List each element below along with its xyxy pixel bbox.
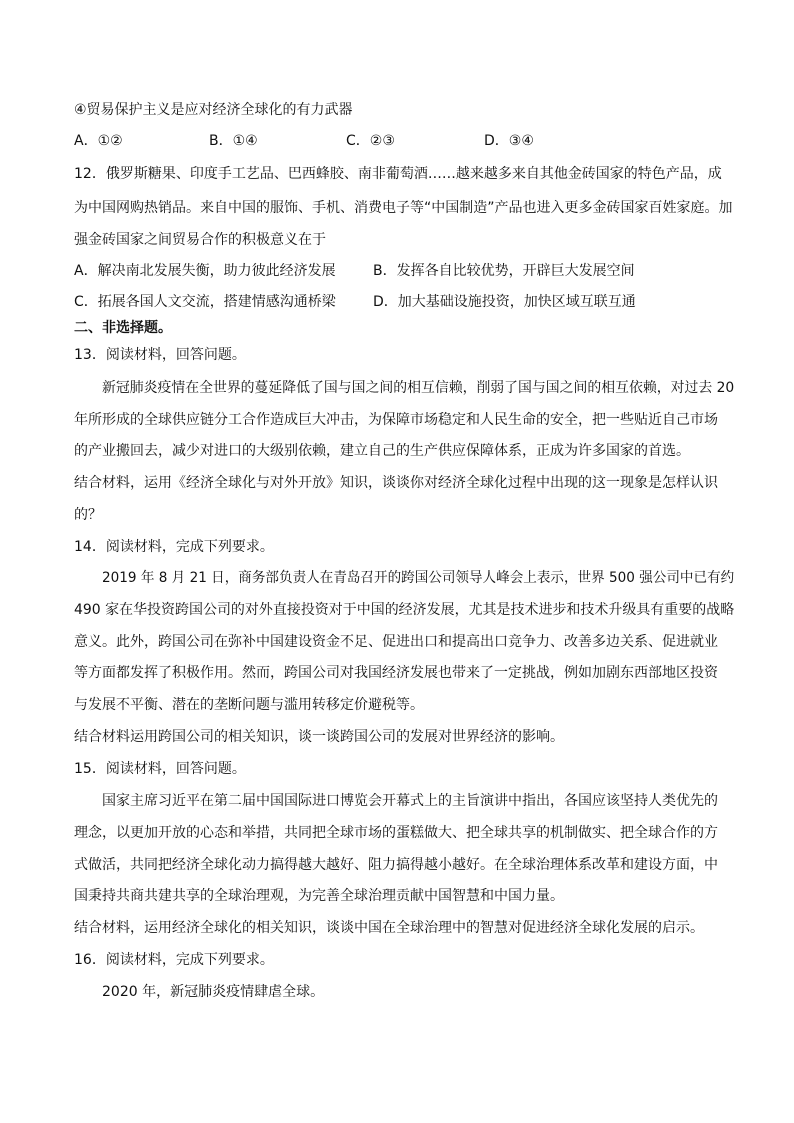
q14-material-line: 490 家在华投资跨国公司的对外直接投资对于中国的经济发展，尤其是技术进步和技术升级具有重要的战略 — [74, 602, 735, 618]
q13-intro: 13．阅读材料，回答问题。 — [74, 347, 246, 363]
q15-question: 结合材料，运用经济全球化的相关知识，谈谈中国在全球治理中的智慧对促进经济全球化发展的启示。 — [74, 920, 704, 936]
q11-item-4: ④贸易保护主义是应对经济全球化的有力武器 — [74, 102, 353, 118]
q14-intro: 14．阅读材料，完成下列要求。 — [74, 539, 274, 555]
q11-option-d: D．③④ — [484, 133, 534, 149]
q11-option-c: C．②③ — [346, 133, 395, 149]
q13-material-line: 新冠肺炎疫情在全世界的蔓延降低了国与国之间的相互信赖，削弱了国与国之间的相互依赖，对过去 20 — [102, 380, 735, 396]
q12-stem-line: 为中国网购热销品。来自中国的服饰、手机、消费电子等“中国制造”产品也进入更多金砖国家百姓家庭。加 — [74, 200, 733, 216]
q13-material-line: 的产业搬回去，减少对进口的大级别依赖，建立自己的生产供应保障体系，正成为许多国家的首选。 — [74, 443, 690, 459]
q14-material-line: 与发展不平衡、潜在的垄断问题与滥用转移定价避税等。 — [74, 697, 424, 713]
q12-stem-line: 强金砖国家之间贸易合作的积极意义在于 — [74, 232, 326, 248]
q13-question-line: 结合材料，运用《经济全球化与对外开放》知识，谈谈你对经济全球化过程中出现的这一现象是怎样认识 — [74, 475, 718, 491]
q13-question-line: 的？ — [74, 507, 102, 523]
q16-intro: 16．阅读材料，完成下列要求。 — [74, 952, 274, 968]
q15-material-line: 国秉持共商共建共享的全球治理观，为完善全球治理贡献中国智慧和中国力量。 — [74, 888, 564, 904]
q15-intro: 15．阅读材料，回答问题。 — [74, 761, 246, 777]
q15-material-line: 式做活，共同把经济全球化动力搞得越大越好、阻力搞得越小越好。在全球治理体系改革和建设方面，中 — [74, 857, 718, 873]
q12-option-a: A．解决南北发展失衡，助力彼此经济发展 — [74, 263, 336, 279]
q12-stem-line: 12．俄罗斯糖果、印度手工艺品、巴西蜂胶、南非葡萄酒……越来越多来自其他金砖国家的特色产品，成 — [74, 166, 722, 182]
q15-material-line: 国家主席习近平在第二届中国国际进口博览会开幕式上的主旨演讲中指出，各国应该坚持人类优先的 — [102, 793, 718, 809]
q12-option-d: D．加大基础设施投资，加快区域互联互通 — [373, 294, 636, 310]
q16-material-line: 2020 年，新冠肺炎疫情肆虐全球。 — [102, 984, 325, 1000]
q11-option-a: A．①② — [74, 133, 123, 149]
q14-material-line: 意义。此外，跨国公司在弥补中国建设资金不足、促进出口和提高出口竞争力、改善多边关系、促进就业 — [74, 634, 718, 650]
q14-question: 结合材料运用跨国公司的相关知识，谈一谈跨国公司的发展对世界经济的影响。 — [74, 729, 564, 745]
q12-option-b: B．发挥各自比较优势，开辟巨大发展空间 — [373, 263, 635, 279]
q14-material-line: 2019 年 8 月 21 日，商务部负责人在青岛召开的跨国公司领导人峰会上表示，世界 500 强公司中已有约 — [102, 570, 735, 586]
q14-material-line: 等方面都发挥了积极作用。然而，跨国公司对我国经济发展也带来了一定挑战，例如加剧东西部地区投资 — [74, 665, 718, 681]
section-title-non-choice: 二、非选择题。 — [74, 320, 172, 336]
q12-option-c: C．拓展各国人文交流，搭建情感沟通桥梁 — [74, 294, 336, 310]
q15-material-line: 理念，以更加开放的心态和举措，共同把全球市场的蛋糕做大、把全球共享的机制做实、把全球合作的方 — [74, 825, 718, 841]
q13-material-line: 年所形成的全球供应链分工合作造成巨大冲击，为保障市场稳定和人民生命的安全，把一些贴近自己市场 — [74, 412, 718, 428]
q11-option-b: B．①④ — [209, 133, 258, 149]
